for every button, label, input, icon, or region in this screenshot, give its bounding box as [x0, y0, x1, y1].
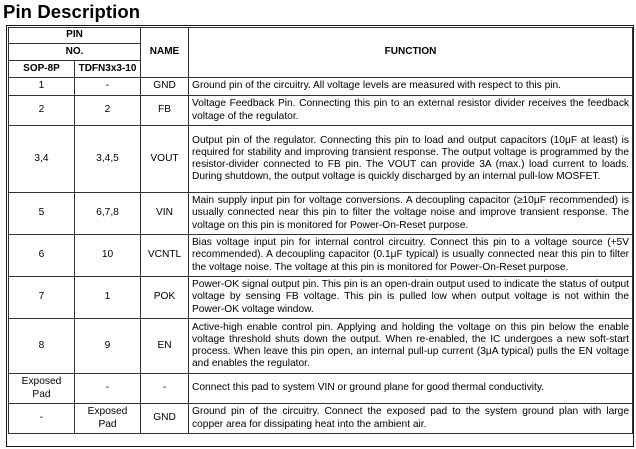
cell-name: FB — [141, 96, 189, 126]
cell-sop: - — [9, 404, 75, 434]
table-row — [9, 319, 633, 374]
cell-sop: 1 — [9, 78, 75, 96]
cell-name: VIN — [141, 193, 189, 235]
table-row — [9, 374, 633, 404]
table-row — [9, 404, 633, 434]
table-row — [9, 96, 633, 126]
cell-name: GND — [141, 404, 189, 434]
cell-tdfn: Exposed Pad — [75, 404, 141, 434]
header-function: FUNCTION — [189, 28, 633, 78]
cell-function: Power-OK signal output pin. This pin is an open-drain output used to indicate the status of output voltage by sensing FB voltage. This pin is pulled low when output voltage is not within the Power-OK voltage window. — [189, 277, 633, 319]
header-pin: PIN — [9, 28, 141, 44]
table-row — [9, 78, 633, 96]
cell-sop: 7 — [9, 277, 75, 319]
header-tdfn: TDFN3x3-10 — [75, 61, 141, 78]
cell-function: Voltage Feedback Pin. Connecting this pin to an external resistor divider receives the feedback voltage of the regulator. — [189, 96, 633, 126]
cell-sop: 2 — [9, 96, 75, 126]
cell-name: POK — [141, 277, 189, 319]
cell-function: Ground pin of the circuitry. Connect the exposed pad to the system ground plan with large copper area for dissipating heat into the ambient air. — [189, 404, 633, 434]
cell-function: Ground pin of the circuitry. All voltage levels are measured with respect to this pin. — [189, 78, 633, 96]
cell-sop: 8 — [9, 319, 75, 374]
cell-tdfn: 6,7,8 — [75, 193, 141, 235]
cell-sop: Exposed Pad — [9, 374, 75, 404]
cell-sop: 6 — [9, 235, 75, 277]
header-no: NO. — [9, 44, 141, 61]
cell-name: GND — [141, 78, 189, 96]
cell-tdfn: 3,4,5 — [75, 126, 141, 193]
cell-name: VOUT — [141, 126, 189, 193]
pin-description-table — [8, 27, 633, 434]
table-row — [9, 126, 633, 193]
cell-name: - — [141, 374, 189, 404]
table-row — [9, 277, 633, 319]
cell-tdfn: - — [75, 78, 141, 96]
table-row — [9, 193, 633, 235]
cell-name: VCNTL — [141, 235, 189, 277]
cell-tdfn: - — [75, 374, 141, 404]
page-title: Pin Description — [3, 1, 141, 22]
cell-function: Main supply input pin for voltage conversions. A decoupling capacitor (≥10μF recommended) is usually connected near this pin to filter the voltage noise and improve transient response. The voltage on this pin is monitored for Power-On-Reset purpose. — [189, 193, 633, 235]
cell-function: Connect this pad to system VIN or ground plane for good thermal conductivity. — [189, 374, 633, 404]
cell-sop: 5 — [9, 193, 75, 235]
cell-function: Output pin of the regulator. Connecting this pin to load and output capacitors (10μF at least) is required for stability and improving transient response. The output voltage is programmed by the resistor-divider connected to FB pin. The VOUT can provide 3A (max.) load current to loads. During shutdown, the output voltage is quickly discharged by an internal pull-low MOSFET. — [189, 126, 633, 193]
cell-tdfn: 10 — [75, 235, 141, 277]
table-row — [9, 235, 633, 277]
cell-name: EN — [141, 319, 189, 374]
header-name: NAME — [141, 28, 189, 78]
cell-tdfn: 9 — [75, 319, 141, 374]
header-sop8p: SOP-8P — [9, 61, 75, 78]
cell-tdfn: 2 — [75, 96, 141, 126]
cell-sop: 3,4 — [9, 126, 75, 193]
cell-tdfn: 1 — [75, 277, 141, 319]
cell-function: Active-high enable control pin. Applying and holding the voltage on this pin below the enable voltage threshold shuts down the output. When re-enabled, the IC undergoes a new soft-start process. When leave this pin open, an internal pull-up current (3μA typical) pulls the EN voltage and enables the regulator. — [189, 319, 633, 374]
cell-function: Bias voltage input pin for internal control circuitry. Connect this pin to a voltage source (+5V recommended). A decoupling capacitor (0.1μF typical) is usually connected near this pin to filter the voltage noise. The voltage at this pin is monitored for Power-On-Reset purpose. — [189, 235, 633, 277]
